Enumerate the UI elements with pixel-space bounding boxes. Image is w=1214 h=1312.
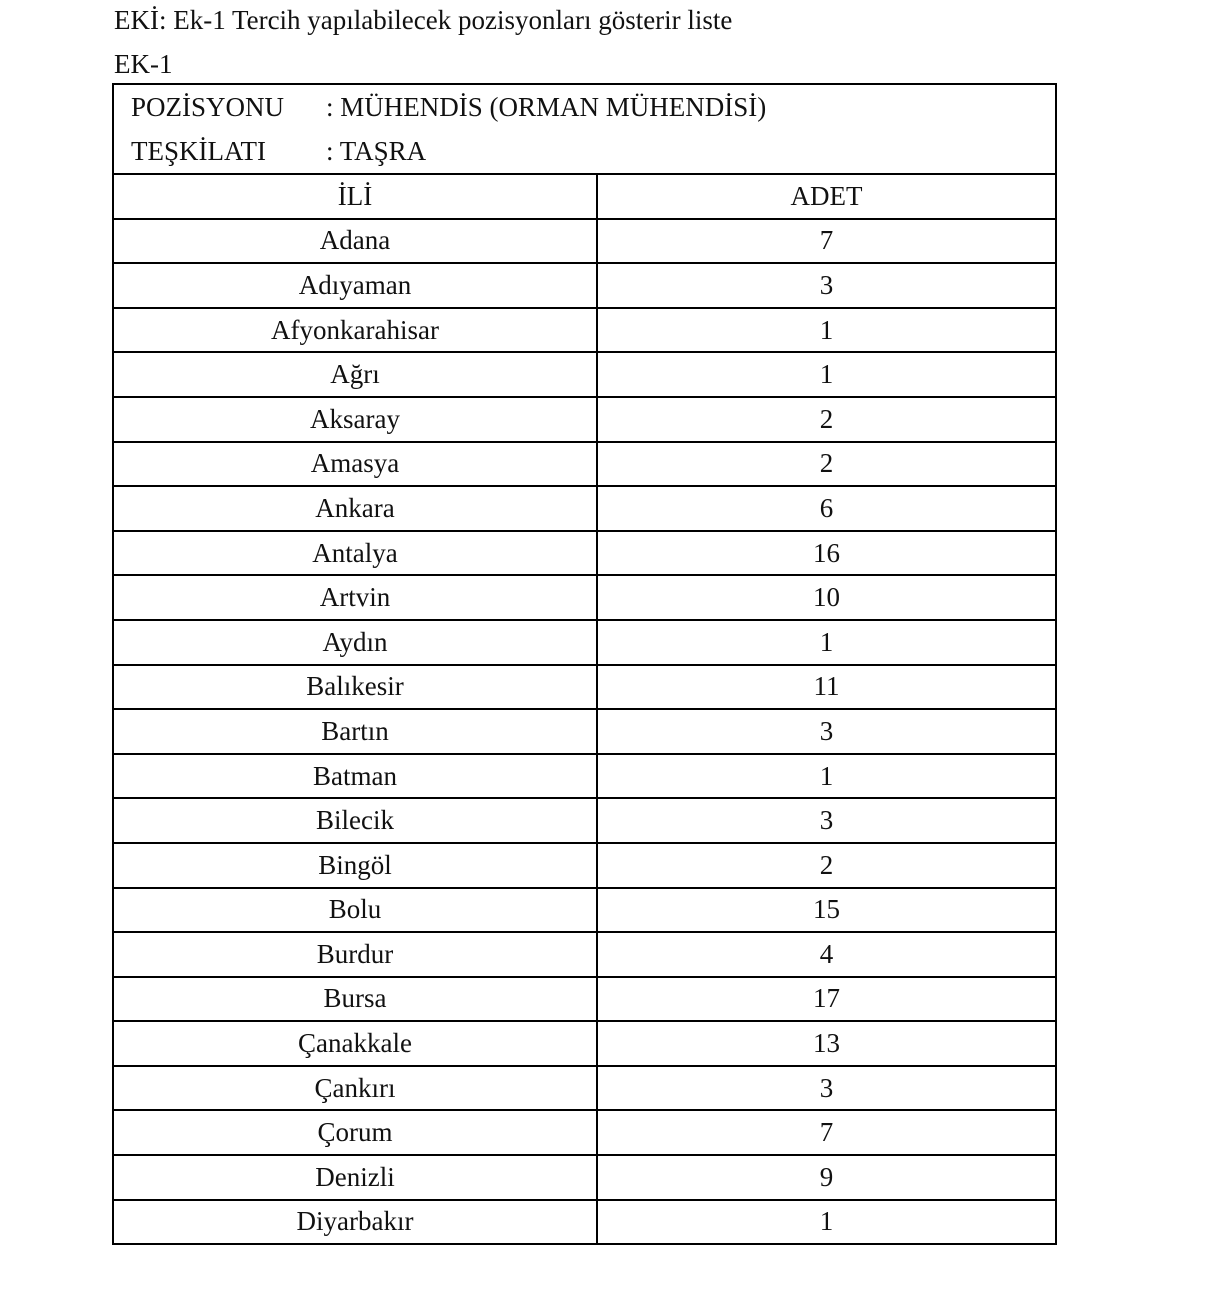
province-cell: Antalya <box>113 531 597 576</box>
attachment-label: EK-1 <box>114 49 173 79</box>
province-cell: Artvin <box>113 575 597 620</box>
column-header-count: ADET <box>597 174 1056 219</box>
province-cell: Adıyaman <box>113 263 597 308</box>
table-row <box>113 754 1056 799</box>
province-cell: Çorum <box>113 1110 597 1155</box>
organization-line <box>131 129 1055 173</box>
position-line <box>131 85 1055 129</box>
table-row <box>113 932 1056 977</box>
province-cell: Adana <box>113 219 597 264</box>
table-row <box>113 308 1056 353</box>
table-row <box>113 1200 1056 1245</box>
province-cell: Aydın <box>113 620 597 665</box>
count-cell: 10 <box>597 575 1056 620</box>
count-cell: 16 <box>597 531 1056 576</box>
table-row <box>113 977 1056 1022</box>
table-row <box>113 263 1056 308</box>
table-row <box>113 1021 1056 1066</box>
count-cell: 13 <box>597 1021 1056 1066</box>
count-cell: 4 <box>597 932 1056 977</box>
table-row <box>113 486 1056 531</box>
province-cell: Batman <box>113 754 597 799</box>
table-row <box>113 575 1056 620</box>
info-cell <box>113 84 1056 174</box>
province-cell: Bingöl <box>113 843 597 888</box>
province-cell: Afyonkarahisar <box>113 308 597 353</box>
table-row <box>113 888 1056 933</box>
count-cell: 2 <box>597 397 1056 442</box>
province-cell: Bursa <box>113 977 597 1022</box>
province-cell: Çankırı <box>113 1066 597 1111</box>
province-cell: Çanakkale <box>113 1021 597 1066</box>
table-row <box>113 442 1056 487</box>
province-cell: Aksaray <box>113 397 597 442</box>
table-header-row <box>113 174 1056 219</box>
table-row <box>113 219 1056 264</box>
count-cell: 3 <box>597 709 1056 754</box>
column-header-province: İLİ <box>113 174 597 219</box>
organization-value: : TAŞRA <box>326 135 427 166</box>
table-row <box>113 665 1056 710</box>
table-row <box>113 1155 1056 1200</box>
province-cell: Bolu <box>113 888 597 933</box>
table-row <box>113 1066 1056 1111</box>
count-cell: 1 <box>597 620 1056 665</box>
count-cell: 2 <box>597 843 1056 888</box>
province-cell: Balıkesir <box>113 665 597 710</box>
count-cell: 17 <box>597 977 1056 1022</box>
count-cell: 3 <box>597 263 1056 308</box>
organization-key: TEŞKİLATI <box>131 135 266 166</box>
count-cell: 15 <box>597 888 1056 933</box>
count-cell: 1 <box>597 352 1056 397</box>
province-cell: Denizli <box>113 1155 597 1200</box>
table-row <box>113 709 1056 754</box>
count-cell: 9 <box>597 1155 1056 1200</box>
count-cell: 1 <box>597 308 1056 353</box>
province-cell: Burdur <box>113 932 597 977</box>
table-row <box>113 1110 1056 1155</box>
count-cell: 7 <box>597 1110 1056 1155</box>
count-cell: 11 <box>597 665 1056 710</box>
table-row <box>113 620 1056 665</box>
count-cell: 3 <box>597 798 1056 843</box>
count-cell: 2 <box>597 442 1056 487</box>
province-cell: Diyarbakır <box>113 1200 597 1245</box>
attachments-line: EKİ: Ek-1 Tercih yapılabilecek pozisyonları gösterir liste <box>114 5 733 35</box>
position-value: : MÜHENDİS (ORMAN MÜHENDİSİ) <box>326 91 767 122</box>
info-row <box>113 84 1056 174</box>
count-cell: 1 <box>597 754 1056 799</box>
table-row <box>113 843 1056 888</box>
count-cell: 3 <box>597 1066 1056 1111</box>
count-cell: 7 <box>597 219 1056 264</box>
province-cell: Ağrı <box>113 352 597 397</box>
province-cell: Amasya <box>113 442 597 487</box>
table-row <box>113 397 1056 442</box>
positions-table <box>112 83 1057 1245</box>
count-cell: 6 <box>597 486 1056 531</box>
province-cell: Bartın <box>113 709 597 754</box>
province-cell: Ankara <box>113 486 597 531</box>
table-row <box>113 531 1056 576</box>
count-cell: 1 <box>597 1200 1056 1245</box>
table-row <box>113 798 1056 843</box>
position-key: POZİSYONU <box>131 91 285 122</box>
province-cell: Bilecik <box>113 798 597 843</box>
table-row <box>113 352 1056 397</box>
